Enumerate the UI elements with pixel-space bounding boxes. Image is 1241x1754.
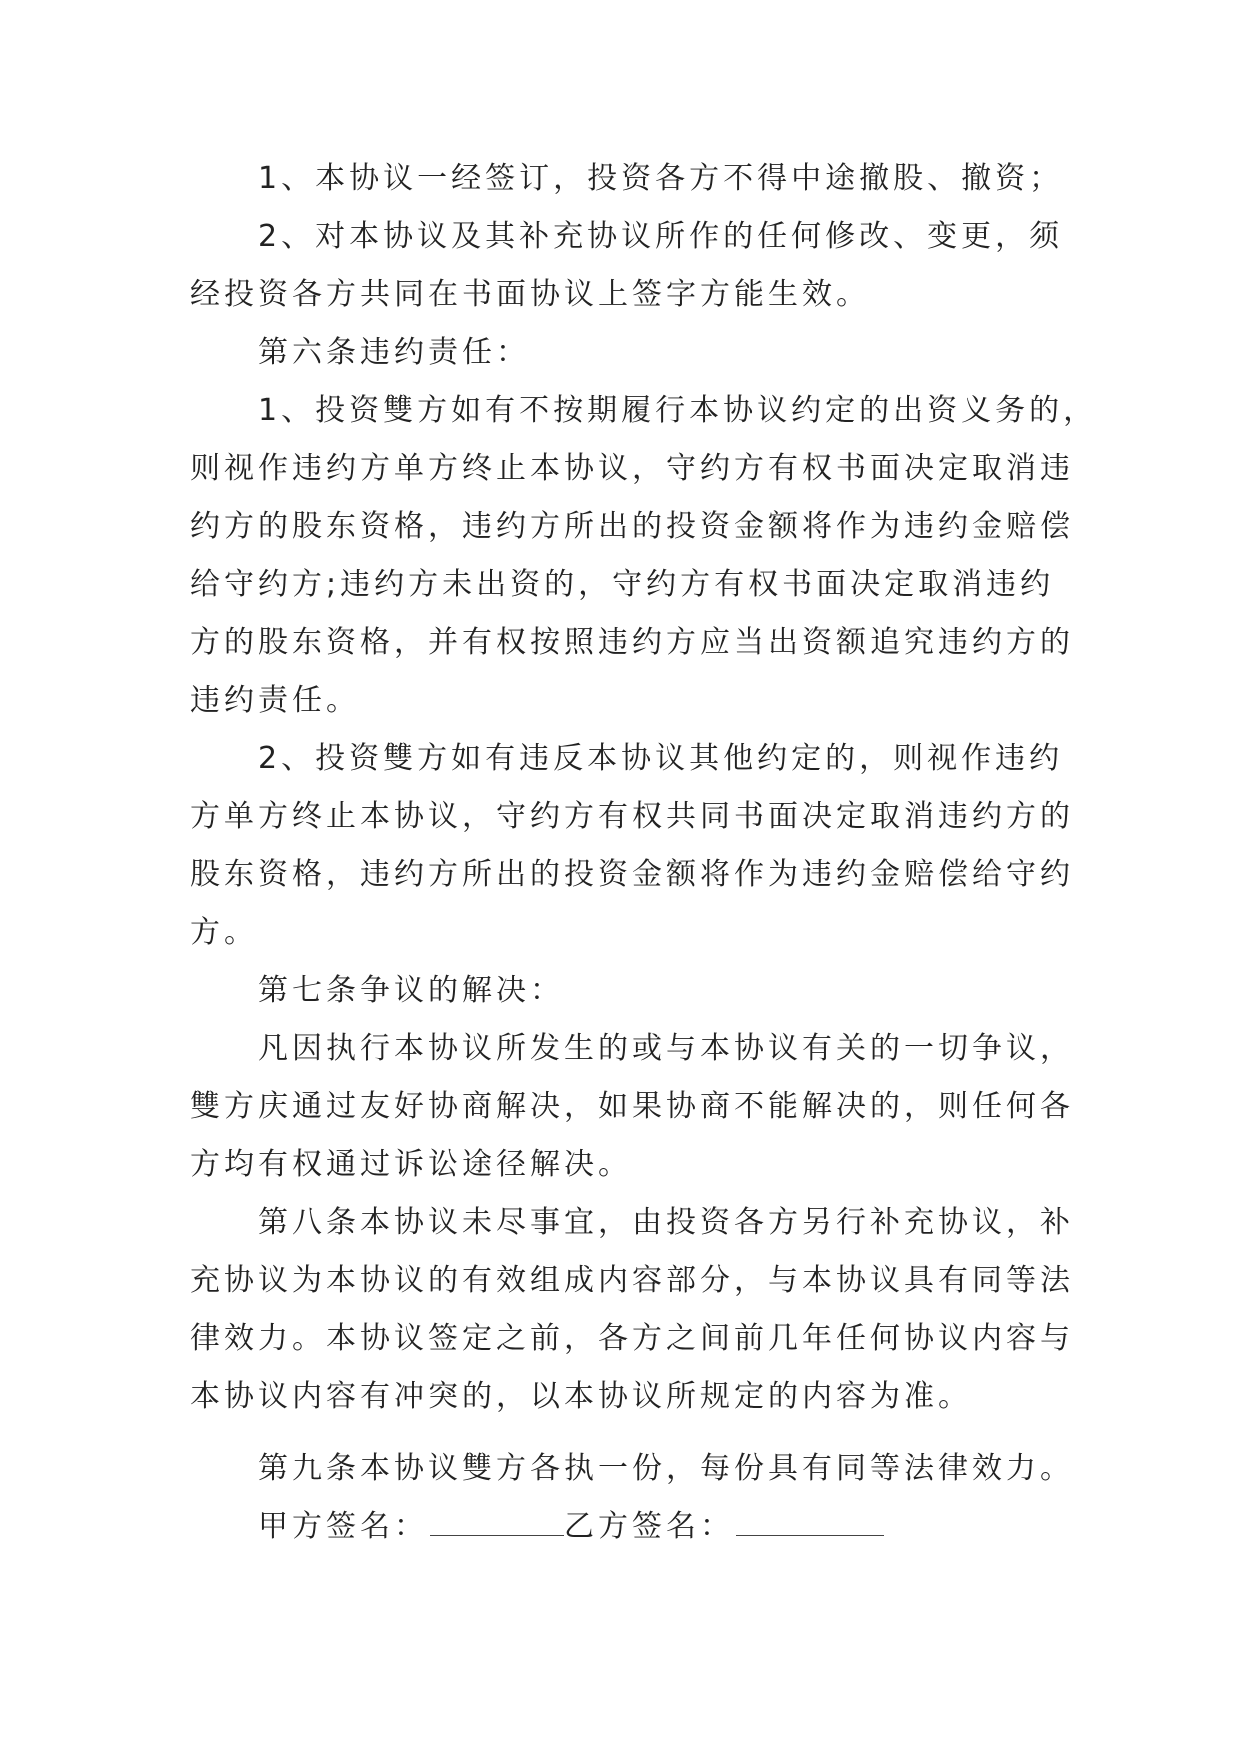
clause6-item1-line6: 违约责任。 bbox=[190, 683, 360, 718]
agreement-document bbox=[190, 150, 1098, 1556]
clause6-item1-line3: 约方的股东资格，违约方所出的投资金额将作为违约金赔偿 bbox=[190, 509, 1074, 544]
clause7-body-line2: 雙方庆通过友好协商解决，如果协商不能解决的，则任何各 bbox=[190, 1089, 1074, 1124]
party-b-signature-label: 乙方签名： bbox=[564, 1509, 734, 1544]
clause5-item1: 1、本协议一经签订，投资各方不得中途撤股、撤资； bbox=[258, 161, 1064, 196]
clause8-body-line4: 本协议内容有冲突的，以本协议所规定的内容为准。 bbox=[190, 1379, 972, 1414]
party-b-signature-line bbox=[736, 1501, 884, 1536]
signature-row bbox=[190, 1498, 1090, 1556]
clause6-item1-line1: 1、投资雙方如有不按期履行本协议约定的出资义务的， bbox=[258, 393, 1098, 428]
clause8-body-line1: 第八条本协议未尽事宜，由投资各方另行补充协议，补 bbox=[258, 1205, 1074, 1240]
clause7-body-line1: 凡因执行本协议所发生的或与本协议有关的一切争议， bbox=[258, 1031, 1074, 1066]
clause5-item2-line2: 经投资各方共同在书面协议上签字方能生效。 bbox=[190, 277, 870, 312]
clause6-item1-line2: 则视作违约方单方终止本协议，守约方有权书面决定取消违 bbox=[190, 451, 1074, 486]
clause6-item2-line4: 方。 bbox=[190, 915, 258, 950]
clause8-body-line3: 律效力。本协议签定之前，各方之间前几年任何协议内容与 bbox=[190, 1321, 1074, 1356]
clause7-title: 第七条争议的解决： bbox=[258, 973, 564, 1008]
clause6-item1-line4: 给守约方;违约方未出资的，守约方有权书面决定取消违约 bbox=[190, 567, 1055, 602]
clause6-item2-line3: 股东资格，违约方所出的投资金额将作为违约金赔偿给守约 bbox=[190, 857, 1074, 892]
clause5-item2-line1: 2、对本协议及其补充协议所作的任何修改、变更，须 bbox=[258, 219, 1064, 254]
clause8-body-line2: 充协议为本协议的有效组成内容部分，与本协议具有同等法 bbox=[190, 1263, 1074, 1298]
clause6-item2-line1: 2、投资雙方如有违反本协议其他约定的，则视作违约 bbox=[258, 741, 1064, 776]
clause9-body: 第九条本协议雙方各执一份，每份具有同等法律效力。 bbox=[258, 1451, 1074, 1486]
clause6-title: 第六条违约责任： bbox=[258, 335, 530, 370]
clause6-item1-line5: 方的股东资格，并有权按照违约方应当出资额追究违约方的 bbox=[190, 625, 1074, 660]
party-a-signature-label: 甲方签名： bbox=[258, 1509, 428, 1544]
party-a-signature-line bbox=[430, 1501, 564, 1536]
clause7-body-line3: 方均有权通过诉讼途径解决。 bbox=[190, 1147, 632, 1182]
clause6-item2-line2: 方单方终止本协议，守约方有权共同书面决定取消违约方的 bbox=[190, 799, 1074, 834]
